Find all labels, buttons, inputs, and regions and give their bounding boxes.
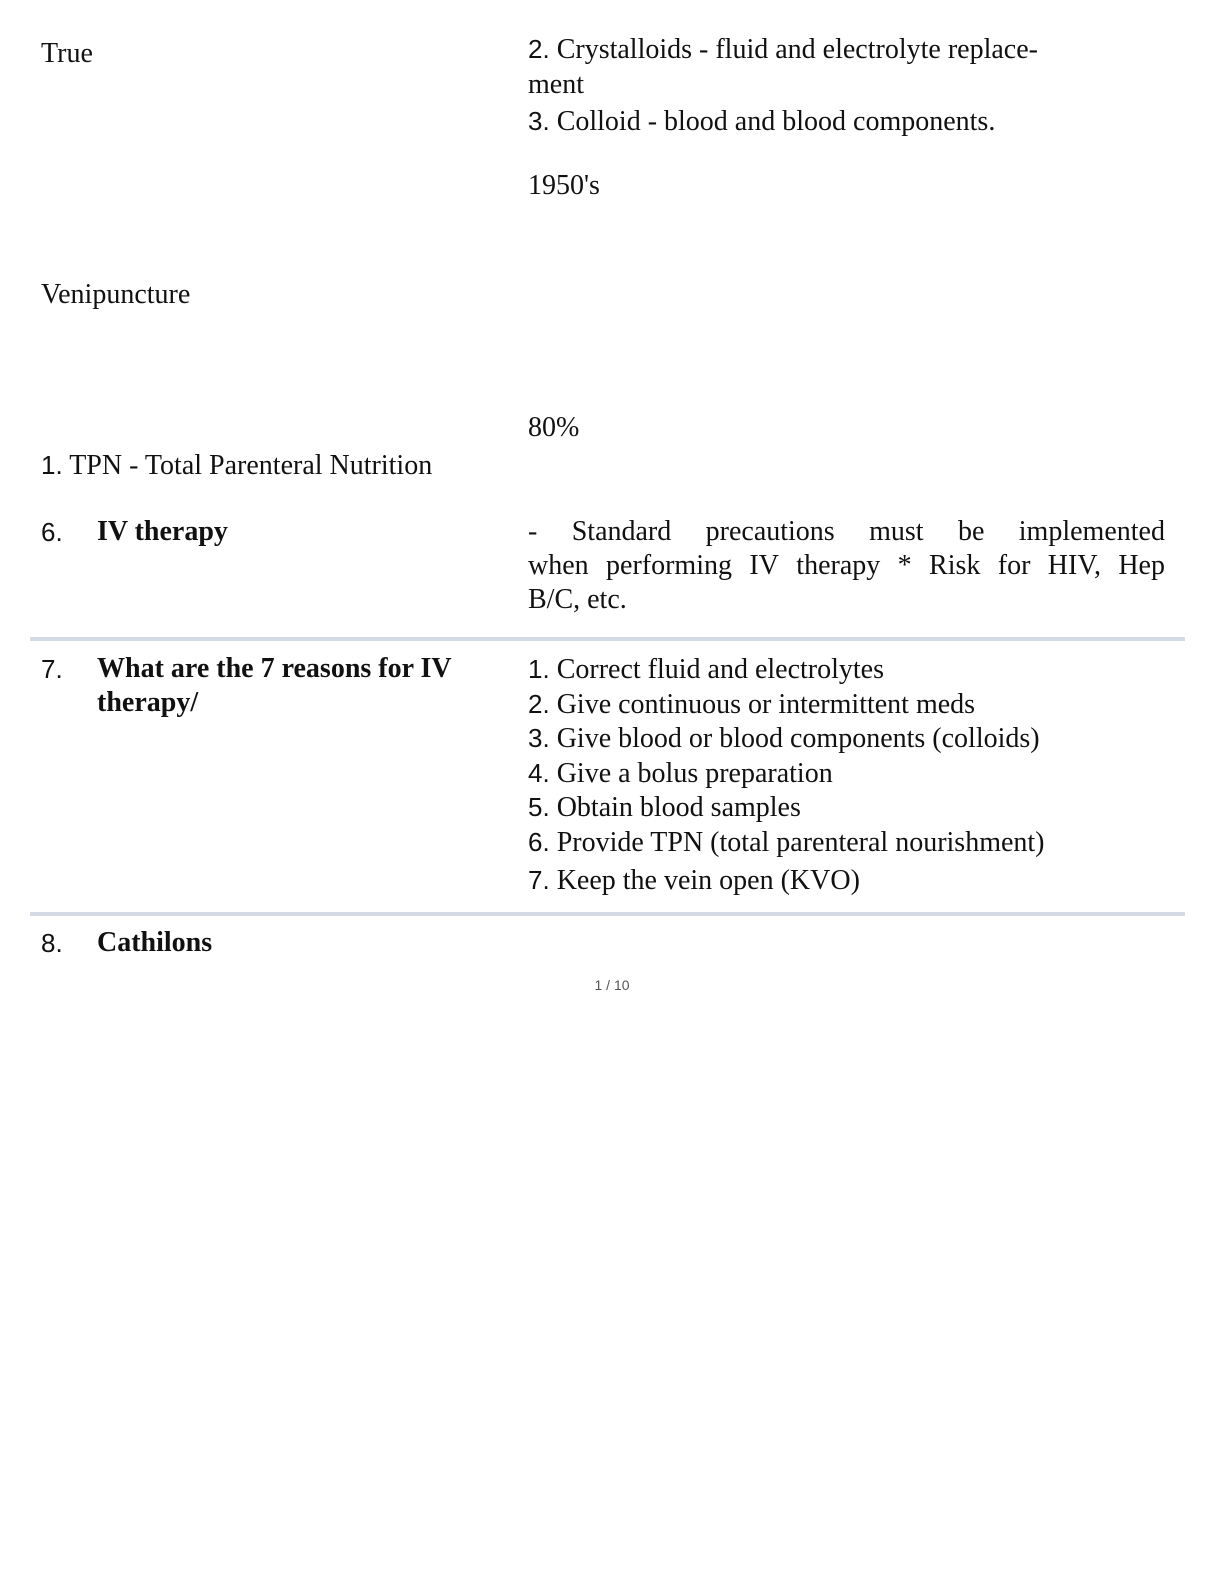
card-6-answer-line-2: when performing IV therapy * Risk for HIV, Hep <box>528 550 1165 581</box>
card-8-number: 8. <box>41 928 63 958</box>
percent-text: 80% <box>528 412 580 443</box>
answer-text: Correct fluid and electrolytes <box>556 654 885 685</box>
answer-number: 1. <box>528 654 550 684</box>
answer-text: Obtain blood samples <box>556 792 801 823</box>
answer-number: 5. <box>528 792 550 822</box>
crystalloids-text: Crystalloids - fluid and electrolyte replace- <box>556 34 1038 65</box>
answer-number: 7. <box>528 864 550 895</box>
tpn-number: 1. <box>41 450 63 480</box>
tpn-text: TPN - Total Parenteral Nutrition <box>69 450 433 481</box>
card-8-question: Cathilons <box>97 927 213 958</box>
page-number: 1 / 10 <box>594 977 630 993</box>
true-answer: True <box>41 38 93 69</box>
card-6-answer-line-3: B/C, etc. <box>528 584 627 615</box>
answer-number: 4. <box>528 757 550 788</box>
answer-item <box>528 863 1045 898</box>
colloid-text: Colloid - blood and blood components. <box>556 106 996 137</box>
answer-text: Give continuous or intermittent meds <box>556 688 976 720</box>
divider <box>30 637 1185 641</box>
crystalloids-continuation: ment <box>528 69 584 100</box>
answer-text: Give a bolus preparation <box>556 757 833 789</box>
card-7-question-line-2: therapy/ <box>97 687 199 718</box>
card-6-answer <box>528 515 1165 617</box>
answer-item <box>528 756 1045 791</box>
crystalloids-number: 2. <box>528 34 550 64</box>
card-6-number: 6. <box>41 517 63 547</box>
card-7-answers <box>528 652 1045 897</box>
card-6-question: IV therapy <box>97 516 228 547</box>
tpn-item <box>41 448 432 483</box>
answer-item <box>528 790 1045 825</box>
colloid-number: 3. <box>528 106 550 136</box>
answer-number: 3. <box>528 723 550 753</box>
card-6-answer-line-1: - Standard precautions must be implemented <box>528 516 1165 547</box>
answer-text: Provide TPN (total parenteral nourishment) <box>556 826 1045 858</box>
answer-text: Give blood or blood components (colloids) <box>556 723 1040 754</box>
answer-item <box>528 652 1045 687</box>
crystalloids-item <box>528 32 1038 67</box>
answer-number: 6. <box>528 826 550 857</box>
card-7-question-line-1: What are the 7 reasons for IV <box>97 653 452 684</box>
divider <box>30 912 1185 916</box>
card-7-number: 7. <box>41 654 63 684</box>
colloid-item <box>528 104 995 139</box>
answer-text: Keep the vein open (KVO) <box>556 864 860 896</box>
answer-item <box>528 687 1045 722</box>
answer-item <box>528 825 1045 863</box>
years-text: 1950's <box>528 170 600 201</box>
card-7-question <box>97 652 452 720</box>
answer-item <box>528 721 1045 756</box>
venipuncture-text: Venipuncture <box>41 279 191 310</box>
answer-number: 2. <box>528 688 550 719</box>
